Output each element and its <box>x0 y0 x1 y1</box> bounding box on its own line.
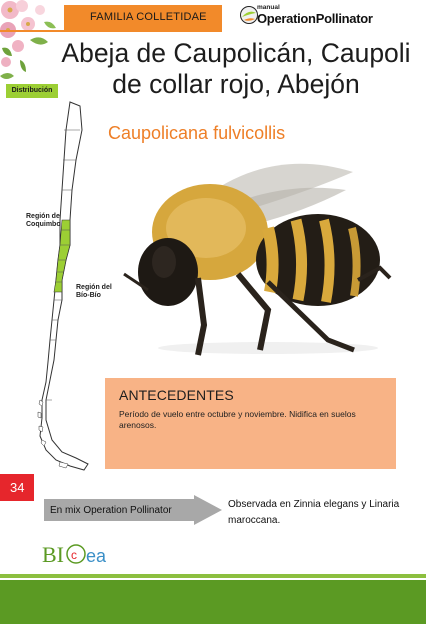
antecedentes-text: Período de vuelo entre octubre y noviembre. Nidifica en suelos arenosos. <box>119 409 356 430</box>
region-label-biobio-line-2: Bío-Bío <box>76 292 101 299</box>
antecedentes-box <box>105 378 396 469</box>
svg-text:c: c <box>71 548 77 562</box>
logo-small-text: manual <box>257 4 280 11</box>
antecedentes-heading: ANTECEDENTES <box>119 387 234 403</box>
page-number: 34 <box>0 474 34 501</box>
logo-big-text: OperationPollinator <box>257 11 373 26</box>
region-label-coquimbo-line-1: Región de <box>26 213 60 220</box>
footer-stripe <box>0 574 426 578</box>
footer-bar <box>0 580 426 624</box>
highlighted-region <box>54 220 70 292</box>
page-title <box>46 38 426 100</box>
region-label-coquimbo-line-2: Coquimbo <box>26 221 61 228</box>
biocea-logo-bi: BI <box>42 542 64 567</box>
region-label-biobio-line-1: Región del <box>76 284 112 291</box>
region-label-biobio <box>76 284 112 300</box>
title-line-2: de collar rojo, Abejón <box>112 69 360 99</box>
family-tab: FAMILIA COLLETIDAE <box>64 5 222 30</box>
operation-pollinator-logo <box>240 4 410 30</box>
biocea-logo <box>42 540 122 570</box>
scientific-name: Caupolicana fulvicollis <box>108 123 286 143</box>
distribution-tab: Distribución <box>6 84 58 98</box>
observation-text: Observada en Zinnia elegans y Linaria maroccana. <box>228 499 400 526</box>
pollinator-logo-icon <box>240 6 258 24</box>
mix-arrow-label: En mix Operation Pollinator <box>50 505 172 516</box>
family-tab-underline <box>0 30 222 32</box>
region-label-coquimbo <box>26 213 61 229</box>
biocea-logo-ea: ea <box>86 546 107 566</box>
bee-photo <box>118 150 418 360</box>
title-line-1: Abeja de Caupolicán, Caupoli <box>61 38 411 68</box>
